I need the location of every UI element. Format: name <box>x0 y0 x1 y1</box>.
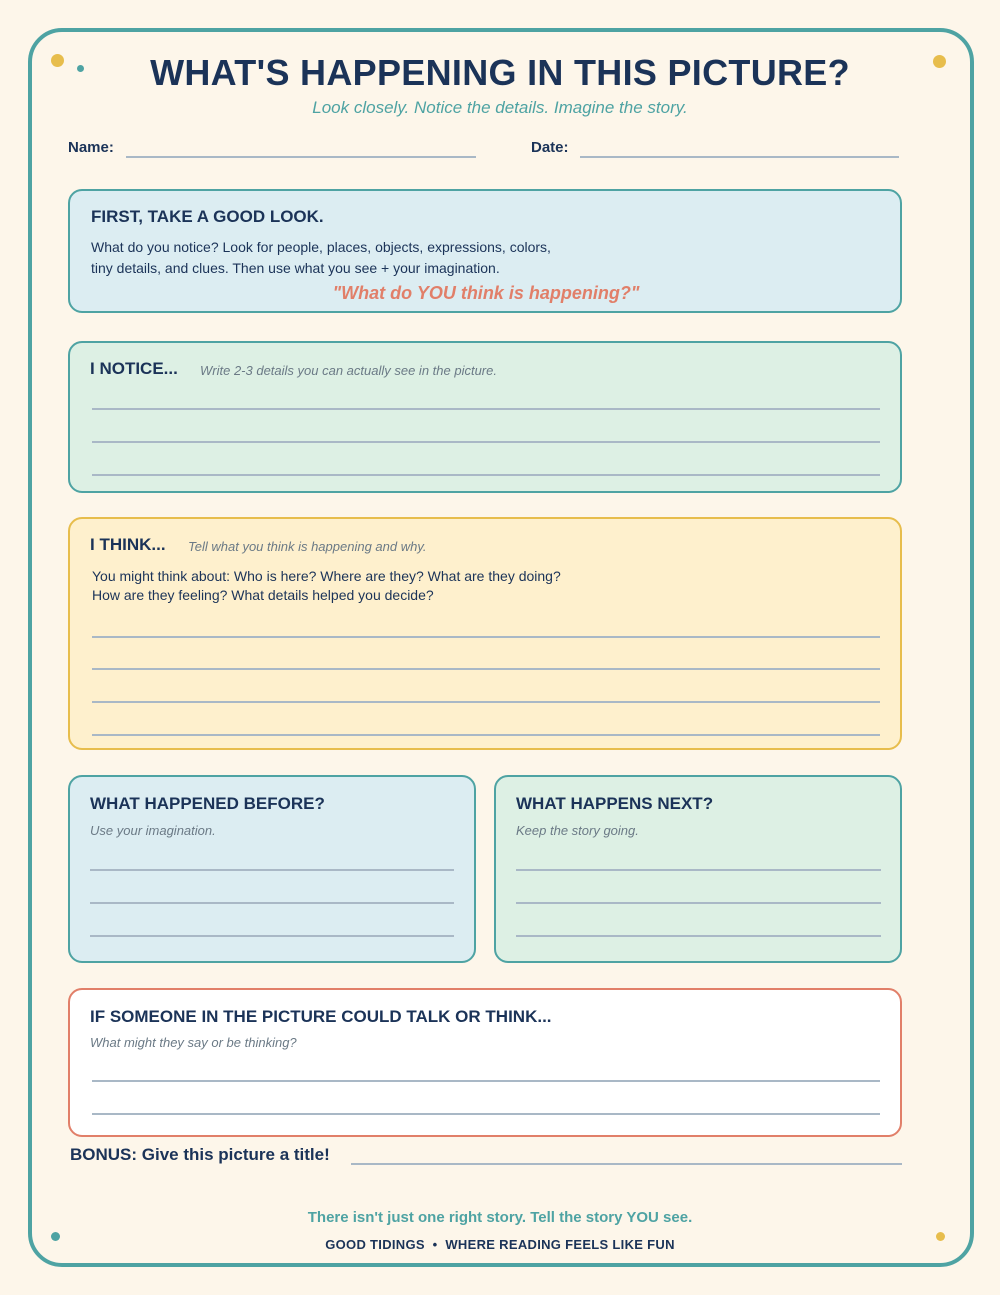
think-section <box>68 517 902 750</box>
notice-write-line[interactable] <box>92 408 880 410</box>
footer-tagline: There isn't just one right story. Tell the story YOU see. <box>307 1209 693 1226</box>
think-prompt-line1: You might think about: Who is here? Where are they? What are they doing? <box>92 568 561 584</box>
next-write-line[interactable] <box>516 902 881 904</box>
notice-hint: Write 2-3 details you can actually see in the picture. <box>200 363 497 378</box>
date-field[interactable] <box>580 156 899 158</box>
name-field[interactable] <box>126 156 476 158</box>
notice-section <box>68 341 902 493</box>
talk-section <box>68 988 902 1137</box>
bonus-label: BONUS: Give this picture a title! <box>70 1145 330 1164</box>
think-write-line[interactable] <box>92 668 880 670</box>
next-section <box>494 775 902 963</box>
before-heading: WHAT HAPPENED BEFORE? <box>90 794 325 813</box>
name-label: Name: <box>68 139 114 156</box>
notice-heading: I NOTICE... <box>90 359 178 378</box>
think-write-line[interactable] <box>92 734 880 736</box>
before-write-line[interactable] <box>90 869 454 871</box>
look-heading: FIRST, TAKE A GOOD LOOK. <box>91 207 324 226</box>
next-heading: WHAT HAPPENS NEXT? <box>516 794 714 813</box>
page-title: WHAT'S HAPPENING IN THIS PICTURE? <box>150 52 850 93</box>
talk-hint: What might they say or be thinking? <box>90 1035 297 1050</box>
look-text-line1: What do you notice? Look for people, places, objects, expressions, colors, <box>91 239 551 255</box>
think-write-line[interactable] <box>92 636 880 638</box>
next-hint: Keep the story going. <box>516 823 639 838</box>
before-hint: Use your imagination. <box>90 823 216 838</box>
before-write-line[interactable] <box>90 902 454 904</box>
notice-write-line[interactable] <box>92 474 880 476</box>
look-text-line2: tiny details, and clues. Then use what you see + your imagination. <box>91 260 500 276</box>
talk-heading: IF SOMEONE IN THE PICTURE COULD TALK OR THINK... <box>90 1007 552 1026</box>
next-write-line[interactable] <box>516 935 881 937</box>
footer-brand: GOOD TIDINGS • WHERE READING FEELS LIKE FUN <box>325 1237 675 1252</box>
notice-write-line[interactable] <box>92 441 880 443</box>
talk-write-line[interactable] <box>92 1080 880 1082</box>
think-write-line[interactable] <box>92 701 880 703</box>
think-heading: I THINK... <box>90 535 166 554</box>
next-write-line[interactable] <box>516 869 881 871</box>
look-section <box>68 189 902 313</box>
bonus-title-field[interactable] <box>351 1163 902 1165</box>
think-prompt-line2: How are they feeling? What details helped you decide? <box>92 587 434 603</box>
date-label: Date: <box>531 139 569 156</box>
talk-write-line[interactable] <box>92 1113 880 1115</box>
before-section <box>68 775 476 963</box>
think-hint: Tell what you think is happening and why. <box>188 539 427 554</box>
before-write-line[interactable] <box>90 935 454 937</box>
look-quote: "What do YOU think is happening?" <box>332 283 640 303</box>
page-subtitle: Look closely. Notice the details. Imagine the story. <box>312 98 688 117</box>
